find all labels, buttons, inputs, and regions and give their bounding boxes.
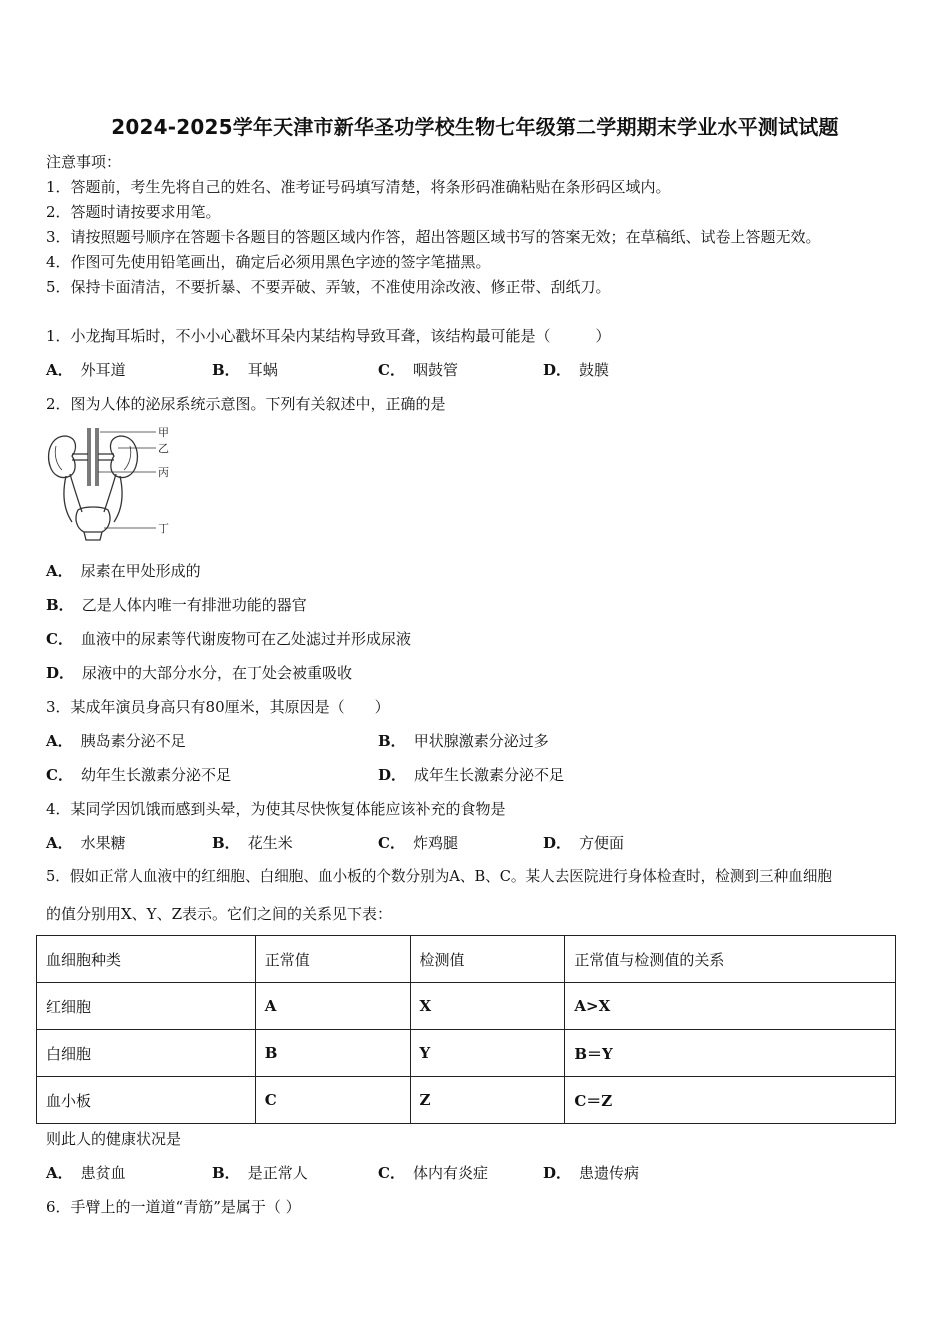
option-letter: C． [46, 766, 73, 784]
option-a [46, 561, 201, 581]
left-kidney [49, 436, 76, 478]
option-text: 甲状腺激素分泌过多 [413, 732, 549, 750]
option-text: 成年生长激素分泌不足 [414, 766, 565, 784]
option-text: 炸鸡腿 [412, 834, 458, 852]
option-text: 是正常人 [247, 1164, 308, 1182]
figure-label-bing: 丙 [158, 466, 169, 479]
notice-item: 1．答题前，考生先将自己的姓名、准考证号码填写清楚，将条形码准确粘贴在条形码区域内。 [46, 178, 671, 196]
option-text: 尿素在甲处形成的 [80, 562, 201, 580]
option-letter: A． [46, 732, 73, 750]
notice-item: 4．作图可先使用铅笔画出，确定后必须用黑色字迹的签字笔描黑。 [46, 253, 491, 271]
option-d [543, 360, 609, 380]
option-letter: D． [46, 664, 75, 682]
option-letter: D． [543, 834, 572, 852]
right-kidney [110, 436, 137, 478]
table-cell: 红细胞 [37, 983, 256, 1030]
table-cell: X [410, 983, 565, 1030]
option-c [46, 765, 231, 785]
option-b [212, 833, 293, 853]
option-letter: A． [46, 562, 73, 580]
question-stem: 4．某同学因饥饿而感到头晕，为使其尽快恢复体能应该补充的食物是 [46, 800, 506, 818]
question-stem-continued: 的值分别用X、Y、Z表示。它们之间的关系见下表： [46, 905, 393, 923]
option-letter: B． [46, 596, 74, 614]
page-title: 2024-2025学年天津市新华圣功学校生物七年级第二学期期末学业水平测试试题 [111, 115, 839, 139]
option-d [543, 1163, 639, 1183]
option-text: 乙是人体内唯一有排泄功能的器官 [81, 596, 307, 614]
option-letter: D． [378, 766, 407, 784]
table-header-cell: 检测值 [410, 936, 565, 983]
option-letter: D． [543, 1164, 572, 1182]
table-cell: B＝Y [565, 1030, 896, 1077]
table-cell: 血小板 [37, 1077, 256, 1124]
option-b [212, 360, 278, 380]
option-letter: A． [46, 834, 73, 852]
option-text: 患遗传病 [579, 1164, 640, 1182]
option-a [46, 833, 126, 853]
option-c [378, 833, 458, 853]
option-letter: A． [46, 361, 73, 379]
option-a [46, 1163, 126, 1183]
table-header-cell: 正常值与检测值的关系 [565, 936, 896, 983]
option-text: 血液中的尿素等代谢废物可在乙处滤过并形成尿液 [80, 630, 411, 648]
option-letter: C． [378, 834, 405, 852]
option-d [378, 765, 564, 785]
table-header-cell: 血细胞种类 [37, 936, 256, 983]
question-stem: 6．手臂上的一道道“青筋”是属于（ ） [46, 1198, 301, 1216]
urinary-system-figure [44, 424, 184, 542]
option-text: 水果糖 [80, 834, 126, 852]
option-letter: B． [212, 361, 240, 379]
question-stem: 1．小龙掏耳垢时，不小小心戳坏耳朵内某结构导致耳聋，该结构最可能是（ ） [46, 327, 611, 345]
option-b [378, 731, 549, 751]
table-row [37, 1077, 896, 1124]
table-header-cell: 正常值 [255, 936, 410, 983]
option-b [212, 1163, 308, 1183]
option-text: 幼年生长激素分泌不足 [80, 766, 231, 784]
table-row [37, 1030, 896, 1077]
table-cell: A [255, 983, 410, 1030]
option-letter: C． [378, 1164, 405, 1182]
table-cell: B [255, 1030, 410, 1077]
ureter [70, 474, 116, 512]
question-stem: 2．图为人体的泌尿系统示意图。下列有关叙述中，正确的是 [46, 395, 446, 413]
option-text: 患贫血 [80, 1164, 126, 1182]
figure-label-yi: 乙 [158, 442, 169, 455]
notice-item: 2．答题时请按要求用笔。 [46, 203, 221, 221]
option-text: 方便面 [579, 834, 625, 852]
option-letter: B． [212, 1164, 240, 1182]
option-b [46, 595, 307, 615]
option-letter: C． [46, 630, 73, 648]
table-cell: Y [410, 1030, 565, 1077]
option-letter: B． [378, 732, 406, 750]
figure-label-jia: 甲 [158, 426, 169, 439]
option-text: 胰岛素分泌不足 [80, 732, 186, 750]
aorta [88, 428, 98, 486]
notice-heading: 注意事项： [46, 153, 122, 171]
notice-item: 3．请按照题号顺序在答题卡各题目的答题区域内作答，超出答题区域书写的答案无效；在草稿纸、试卷上答题无效。 [46, 228, 821, 246]
question-stem: 5．假如正常人血液中的红细胞、白细胞、血小板的个数分别为A、B、C。某人去医院进行身体检查时，检测到三种血细胞 [46, 868, 833, 885]
option-letter: A． [46, 1164, 73, 1182]
option-c [378, 360, 458, 380]
option-text: 尿液中的大部分水分，在丁处会被重吸收 [82, 664, 353, 682]
table-cell: Z [410, 1077, 565, 1124]
option-c [378, 1163, 488, 1183]
option-text: 体内有炎症 [412, 1164, 488, 1182]
option-text: 花生米 [247, 834, 293, 852]
option-c [46, 629, 411, 649]
option-letter: C． [378, 361, 405, 379]
question-stem: 3．某成年演员身高只有80厘米，其原因是（ ） [46, 698, 390, 716]
table-cell: C [255, 1077, 410, 1124]
option-a [46, 731, 186, 751]
option-letter: B． [212, 834, 240, 852]
table-cell: 白细胞 [37, 1030, 256, 1077]
option-d [46, 663, 352, 683]
table-row [37, 983, 896, 1030]
option-text: 外耳道 [80, 361, 126, 379]
option-text: 鼓膜 [579, 361, 610, 379]
option-d [543, 833, 624, 853]
notice-item: 5．保持卡面清洁，不要折暴、不要弄破、弄皱，不准使用涂改液、修正带、刮纸刀。 [46, 278, 611, 296]
option-text: 咽鼓管 [412, 361, 458, 379]
blood-cell-table [36, 935, 896, 1124]
table-cell: C＝Z [565, 1077, 896, 1124]
table-header-row [37, 936, 896, 983]
option-letter: D． [543, 361, 572, 379]
figure-label-ding: 丁 [158, 522, 169, 535]
option-text: 耳蜗 [247, 361, 278, 379]
option-a [46, 360, 126, 380]
table-cell: A>X [565, 983, 896, 1030]
question-followup: 则此人的健康状况是 [46, 1130, 182, 1148]
